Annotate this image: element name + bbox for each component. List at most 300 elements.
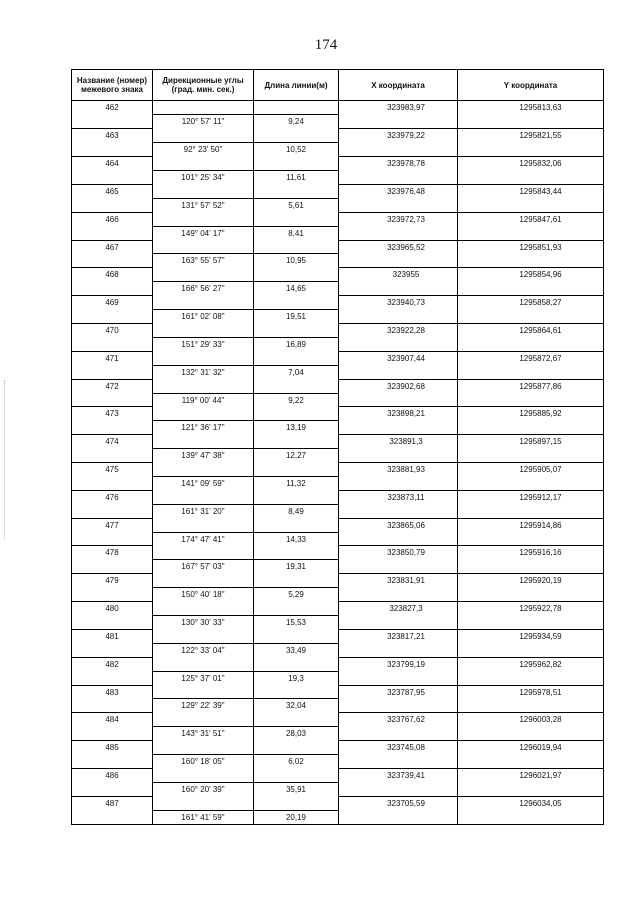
page-number: 174 [314, 37, 338, 53]
empty-cell [254, 351, 339, 365]
point-name-cell: 464 [72, 157, 153, 171]
line-length-cell: 14,65 [254, 282, 339, 296]
table-row-point [72, 490, 604, 504]
y-coordinate-cell [458, 129, 604, 143]
x-coordinate-value: 323983,97 [387, 103, 425, 113]
empty-cell [254, 463, 339, 477]
empty-cell [153, 240, 254, 254]
point-name-cell: 473 [72, 407, 153, 421]
y-coordinate-cell [458, 796, 604, 810]
table-row-segment [72, 699, 604, 713]
x-coordinate-value: 323907,44 [387, 353, 425, 363]
line-length-cell: 28,03 [254, 727, 339, 741]
empty-cell [339, 115, 458, 129]
empty-cell [339, 226, 458, 240]
x-coordinate-value: 323850,79 [387, 548, 425, 558]
y-coordinate-value: 1295934,59 [519, 631, 562, 641]
direction-angle-cell: 129° 22' 39" [153, 699, 254, 713]
x-coordinate-cell [339, 157, 458, 171]
point-name-cell: 474 [72, 435, 153, 449]
direction-angle-cell: 143° 31' 51" [153, 727, 254, 741]
table-row-segment [72, 476, 604, 490]
table-row-point [72, 463, 604, 477]
point-name-cell: 486 [72, 768, 153, 782]
table-row-segment [72, 810, 604, 824]
direction-angle-cell: 92° 23' 50" [153, 143, 254, 157]
x-coordinate-cell [339, 240, 458, 254]
empty-cell [153, 407, 254, 421]
empty-cell [72, 171, 153, 185]
line-length-cell: 16,89 [254, 337, 339, 351]
empty-cell [254, 157, 339, 171]
y-coordinate-value: 1295885,92 [519, 409, 562, 419]
empty-cell [458, 226, 604, 240]
empty-cell [458, 115, 604, 129]
direction-angle-cell: 149° 04' 17" [153, 226, 254, 240]
empty-cell [153, 157, 254, 171]
line-length-cell: 9,22 [254, 393, 339, 407]
header-direction-angle: Дирекционные углы (град. мин. сек.) [153, 70, 254, 101]
y-coordinate-value: 1295912,17 [519, 492, 562, 502]
x-coordinate-value: 323873,11 [387, 492, 425, 502]
y-coordinate-value: 1295843,44 [519, 186, 562, 196]
y-coordinate-value: 1295858,27 [519, 298, 562, 308]
y-coordinate-value: 1295821,55 [519, 131, 562, 141]
y-coordinate-cell [458, 351, 604, 365]
x-coordinate-value: 323902,68 [387, 381, 425, 391]
x-coordinate-cell [339, 768, 458, 782]
x-coordinate-cell [339, 657, 458, 671]
table-row-segment [72, 393, 604, 407]
direction-angle-cell: 122° 33' 04" [153, 643, 254, 657]
empty-cell [153, 602, 254, 616]
empty-cell [254, 184, 339, 198]
empty-cell [72, 782, 153, 796]
empty-cell [153, 741, 254, 755]
direction-angle-cell: 139° 47' 38" [153, 449, 254, 463]
x-coordinate-value: 323972,73 [387, 214, 425, 224]
point-name-cell: 467 [72, 240, 153, 254]
table-row-segment [72, 782, 604, 796]
table-row-point [72, 602, 604, 616]
table-row-point [72, 351, 604, 365]
empty-cell [72, 643, 153, 657]
empty-cell [458, 504, 604, 518]
empty-cell [254, 629, 339, 643]
empty-cell [339, 337, 458, 351]
empty-cell [339, 282, 458, 296]
y-coordinate-cell [458, 602, 604, 616]
point-name-cell: 472 [72, 379, 153, 393]
empty-cell [458, 476, 604, 490]
x-coordinate-cell [339, 296, 458, 310]
line-length-cell: 15,53 [254, 616, 339, 630]
table-row-segment [72, 560, 604, 574]
empty-cell [458, 421, 604, 435]
y-coordinate-cell [458, 435, 604, 449]
empty-cell [254, 379, 339, 393]
table-row-point [72, 518, 604, 532]
boundary-points-table [71, 69, 604, 825]
empty-cell [72, 365, 153, 379]
direction-angle-cell: 120° 57' 11" [153, 115, 254, 129]
y-coordinate-cell [458, 323, 604, 337]
empty-cell [153, 546, 254, 560]
empty-cell [254, 518, 339, 532]
y-coordinate-value: 1295813,63 [519, 103, 562, 113]
direction-angle-cell: 161° 02' 08" [153, 310, 254, 324]
line-length-cell: 19,51 [254, 310, 339, 324]
y-coordinate-value: 1295872,67 [519, 353, 562, 363]
empty-cell [254, 490, 339, 504]
point-name-cell: 478 [72, 546, 153, 560]
empty-cell [339, 143, 458, 157]
y-coordinate-value: 1296019,94 [519, 743, 562, 753]
empty-cell [254, 323, 339, 337]
empty-cell [339, 810, 458, 824]
empty-cell [72, 198, 153, 212]
empty-cell [254, 546, 339, 560]
empty-cell [153, 268, 254, 282]
empty-cell [339, 254, 458, 268]
x-coordinate-value: 323881,93 [387, 465, 425, 475]
x-coordinate-cell [339, 685, 458, 699]
x-coordinate-value: 323922,28 [387, 325, 425, 335]
empty-cell [458, 365, 604, 379]
empty-cell [72, 699, 153, 713]
empty-cell [254, 435, 339, 449]
empty-cell [458, 337, 604, 351]
empty-cell [458, 282, 604, 296]
point-name-cell: 480 [72, 602, 153, 616]
empty-cell [339, 588, 458, 602]
y-coordinate-cell [458, 212, 604, 226]
header-point-name: Название (номер) межевого знака [72, 70, 153, 101]
x-coordinate-cell [339, 713, 458, 727]
empty-cell [72, 115, 153, 129]
point-name-cell: 470 [72, 323, 153, 337]
empty-cell [339, 560, 458, 574]
table-row-segment [72, 504, 604, 518]
empty-cell [339, 643, 458, 657]
table-row-point [72, 574, 604, 588]
empty-cell [339, 616, 458, 630]
point-name-cell: 476 [72, 490, 153, 504]
empty-cell [458, 699, 604, 713]
line-length-cell: 10,52 [254, 143, 339, 157]
line-length-cell: 7,04 [254, 365, 339, 379]
x-coordinate-value: 323978,78 [387, 159, 425, 169]
empty-cell [153, 351, 254, 365]
y-coordinate-cell [458, 101, 604, 115]
empty-cell [339, 755, 458, 769]
table-row-segment [72, 421, 604, 435]
x-coordinate-cell [339, 490, 458, 504]
direction-angle-cell: 131° 57' 52" [153, 198, 254, 212]
empty-cell [254, 101, 339, 115]
table-row-point [72, 184, 604, 198]
point-name-cell: 485 [72, 741, 153, 755]
empty-cell [254, 407, 339, 421]
x-coordinate-cell [339, 518, 458, 532]
direction-angle-cell: 160° 20' 39" [153, 782, 254, 796]
point-name-cell: 468 [72, 268, 153, 282]
y-coordinate-cell [458, 407, 604, 421]
x-coordinate-cell [339, 574, 458, 588]
x-coordinate-cell [339, 101, 458, 115]
table-row-segment [72, 449, 604, 463]
line-length-cell: 20,19 [254, 810, 339, 824]
empty-cell [153, 713, 254, 727]
y-coordinate-value: 1295864,61 [519, 325, 562, 335]
direction-angle-cell: 119° 00' 44" [153, 393, 254, 407]
empty-cell [339, 449, 458, 463]
y-coordinate-value: 1295877,86 [519, 381, 562, 391]
y-coordinate-value: 1296003,28 [519, 715, 562, 725]
y-coordinate-value: 1295897,15 [519, 437, 562, 447]
y-coordinate-cell [458, 490, 604, 504]
empty-cell [458, 171, 604, 185]
line-length-cell: 33,49 [254, 643, 339, 657]
empty-cell [72, 421, 153, 435]
empty-cell [153, 657, 254, 671]
table-row-segment [72, 671, 604, 685]
empty-cell [458, 643, 604, 657]
x-coordinate-value: 323940,73 [387, 298, 425, 308]
header-line-length: Длина линии(м) [254, 70, 339, 101]
point-name-cell: 479 [72, 574, 153, 588]
x-coordinate-value: 323955 [392, 270, 420, 280]
y-coordinate-value: 1295832,06 [519, 159, 562, 169]
table-row-segment [72, 198, 604, 212]
empty-cell [339, 421, 458, 435]
x-coordinate-value: 323891,3 [389, 437, 423, 447]
table-row-segment [72, 365, 604, 379]
line-length-cell: 8,49 [254, 504, 339, 518]
empty-cell [254, 796, 339, 810]
x-coordinate-value: 323965,52 [387, 242, 425, 252]
direction-angle-cell: 150° 40' 18" [153, 588, 254, 602]
y-coordinate-value: 1295920,19 [519, 576, 562, 586]
point-name-cell: 475 [72, 463, 153, 477]
x-coordinate-value: 323799,19 [387, 659, 425, 669]
table-row-segment [72, 143, 604, 157]
header-x-coordinate: X координата [339, 70, 458, 101]
table-row-segment [72, 616, 604, 630]
y-coordinate-cell [458, 685, 604, 699]
empty-cell [153, 796, 254, 810]
x-coordinate-value: 323898,21 [387, 409, 425, 419]
y-coordinate-value: 1295978,51 [519, 687, 562, 697]
table-row-segment [72, 171, 604, 185]
point-name-cell: 471 [72, 351, 153, 365]
y-coordinate-cell [458, 463, 604, 477]
point-name-cell: 481 [72, 629, 153, 643]
table-row-point [72, 713, 604, 727]
y-coordinate-cell [458, 574, 604, 588]
x-coordinate-cell [339, 129, 458, 143]
table-row-point [72, 685, 604, 699]
empty-cell [458, 671, 604, 685]
empty-cell [153, 129, 254, 143]
table-row-segment [72, 226, 604, 240]
empty-cell [153, 685, 254, 699]
x-coordinate-value: 323767,62 [387, 715, 425, 725]
empty-cell [153, 518, 254, 532]
y-coordinate-cell [458, 296, 604, 310]
table-row-segment [72, 115, 604, 129]
direction-angle-cell: 161° 31' 20" [153, 504, 254, 518]
direction-angle-cell: 130° 30' 33" [153, 616, 254, 630]
empty-cell [339, 504, 458, 518]
empty-cell [254, 657, 339, 671]
y-coordinate-cell [458, 184, 604, 198]
x-coordinate-cell [339, 184, 458, 198]
y-coordinate-cell [458, 713, 604, 727]
y-coordinate-cell [458, 268, 604, 282]
x-coordinate-cell [339, 546, 458, 560]
y-coordinate-cell [458, 518, 604, 532]
line-length-cell: 35,91 [254, 782, 339, 796]
direction-angle-cell: 141° 09' 59" [153, 476, 254, 490]
empty-cell [458, 143, 604, 157]
x-coordinate-cell [339, 407, 458, 421]
y-coordinate-value: 1296021,97 [519, 770, 562, 780]
empty-cell [458, 782, 604, 796]
empty-cell [339, 782, 458, 796]
line-length-cell: 14,33 [254, 532, 339, 546]
y-coordinate-value: 1295962,82 [519, 659, 562, 669]
empty-cell [254, 212, 339, 226]
direction-angle-cell: 174° 47' 41" [153, 532, 254, 546]
x-coordinate-cell [339, 212, 458, 226]
empty-cell [153, 101, 254, 115]
x-coordinate-value: 323817,21 [387, 631, 425, 641]
x-coordinate-value: 323827,3 [389, 604, 423, 614]
y-coordinate-value: 1295905,07 [519, 465, 562, 475]
direction-angle-cell: 163° 55' 57" [153, 254, 254, 268]
table-row-point [72, 435, 604, 449]
y-coordinate-value: 1295851,93 [519, 242, 562, 252]
x-coordinate-cell [339, 323, 458, 337]
empty-cell [72, 476, 153, 490]
line-length-cell: 6,02 [254, 755, 339, 769]
boundary-points-table-container [71, 69, 603, 850]
line-length-cell: 8,41 [254, 226, 339, 240]
point-name-cell: 465 [72, 184, 153, 198]
direction-angle-cell: 125° 37' 01" [153, 671, 254, 685]
table-row-point [72, 129, 604, 143]
table-row-point [72, 157, 604, 171]
table-header-row [72, 70, 604, 101]
empty-cell [254, 268, 339, 282]
direction-angle-cell: 101° 25' 34" [153, 171, 254, 185]
empty-cell [339, 532, 458, 546]
empty-cell [458, 810, 604, 824]
empty-cell [339, 365, 458, 379]
point-name-cell: 466 [72, 212, 153, 226]
y-coordinate-value: 1295914,86 [519, 520, 562, 530]
x-coordinate-cell [339, 629, 458, 643]
table-row-point [72, 546, 604, 560]
x-coordinate-value: 323979,22 [387, 131, 425, 141]
point-name-cell: 462 [72, 101, 153, 115]
table-row-point [72, 379, 604, 393]
direction-angle-cell: 160° 18' 05" [153, 755, 254, 769]
y-coordinate-value: 1295847,61 [519, 214, 562, 224]
point-name-cell: 469 [72, 296, 153, 310]
empty-cell [339, 476, 458, 490]
header-y-coordinate: Y координата [458, 70, 604, 101]
empty-cell [458, 393, 604, 407]
table-row-segment [72, 337, 604, 351]
table-row-segment [72, 755, 604, 769]
point-name-cell: 477 [72, 518, 153, 532]
empty-cell [339, 171, 458, 185]
empty-cell [458, 532, 604, 546]
empty-cell [458, 560, 604, 574]
y-coordinate-cell [458, 768, 604, 782]
table-row-point [72, 268, 604, 282]
empty-cell [458, 727, 604, 741]
x-coordinate-cell [339, 741, 458, 755]
empty-cell [153, 435, 254, 449]
table-row-segment [72, 310, 604, 324]
line-length-cell: 11,32 [254, 476, 339, 490]
y-coordinate-cell [458, 546, 604, 560]
empty-cell [339, 727, 458, 741]
empty-cell [254, 713, 339, 727]
empty-cell [254, 685, 339, 699]
y-coordinate-value: 1295916,16 [519, 548, 562, 558]
empty-cell [72, 616, 153, 630]
empty-cell [72, 504, 153, 518]
x-coordinate-value: 323831,91 [387, 576, 425, 586]
empty-cell [458, 254, 604, 268]
empty-cell [458, 588, 604, 602]
direction-angle-cell: 161° 41' 59" [153, 810, 254, 824]
binding-margin-mark [4, 380, 7, 540]
empty-cell [153, 463, 254, 477]
direction-angle-cell: 151° 29' 33" [153, 337, 254, 351]
empty-cell [72, 282, 153, 296]
empty-cell [153, 490, 254, 504]
empty-cell [254, 574, 339, 588]
empty-cell [72, 755, 153, 769]
empty-cell [72, 310, 153, 324]
table-row-point [72, 212, 604, 226]
empty-cell [339, 671, 458, 685]
empty-cell [72, 588, 153, 602]
y-coordinate-cell [458, 240, 604, 254]
point-name-cell: 483 [72, 685, 153, 699]
empty-cell [72, 560, 153, 574]
y-coordinate-cell [458, 629, 604, 643]
x-coordinate-value: 323705,59 [387, 798, 425, 808]
x-coordinate-value: 323739,41 [387, 770, 425, 780]
direction-angle-cell: 166° 56' 27" [153, 282, 254, 296]
empty-cell [254, 240, 339, 254]
empty-cell [72, 810, 153, 824]
empty-cell [458, 198, 604, 212]
empty-cell [72, 337, 153, 351]
table-row-segment [72, 282, 604, 296]
table-body [72, 101, 604, 825]
table-row-segment [72, 643, 604, 657]
table-row-point [72, 629, 604, 643]
point-name-cell: 482 [72, 657, 153, 671]
table-row-point [72, 323, 604, 337]
